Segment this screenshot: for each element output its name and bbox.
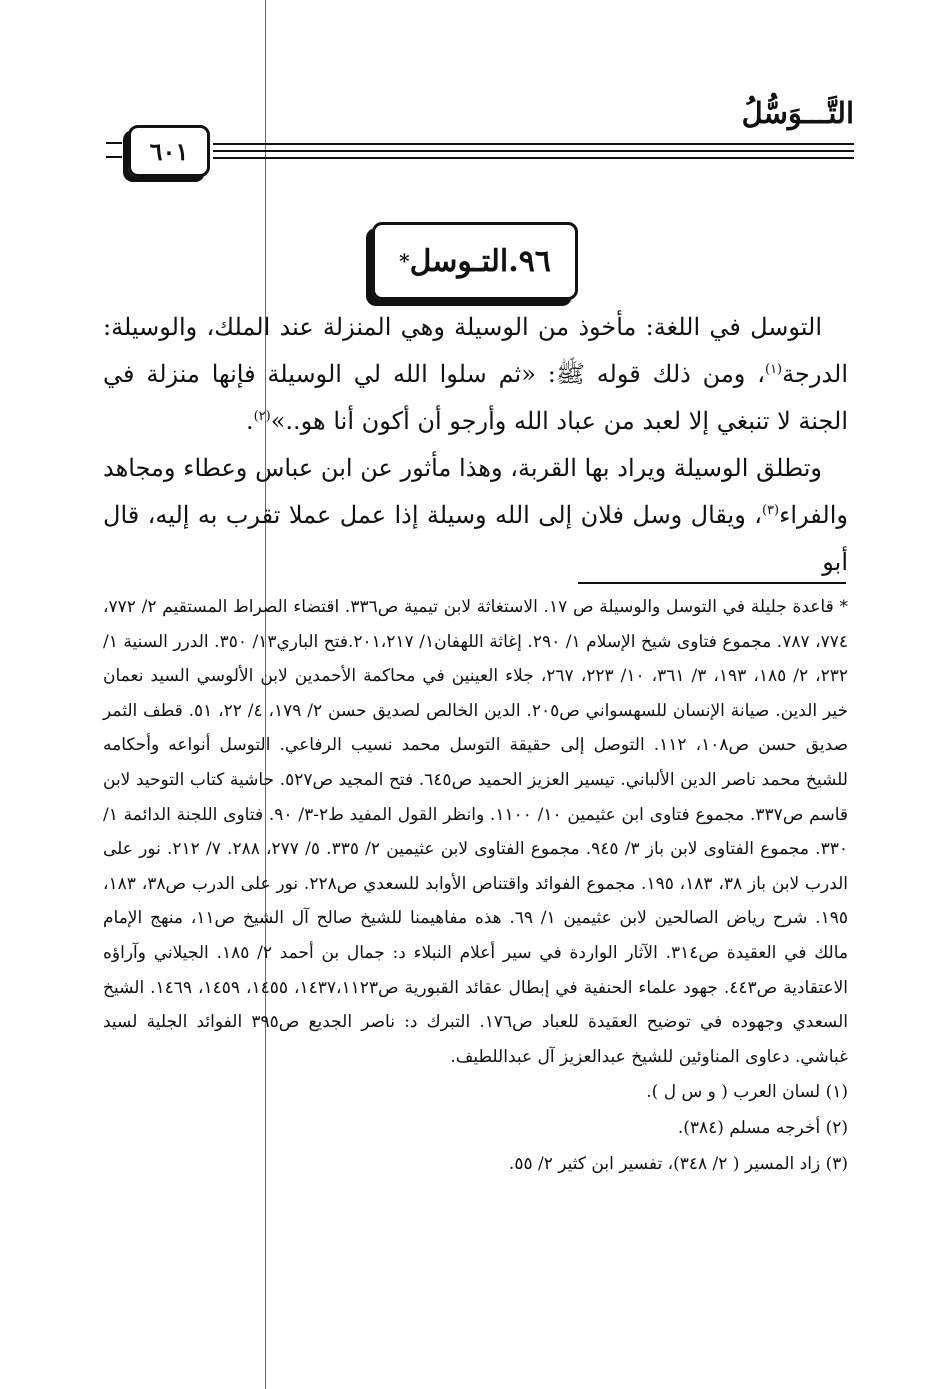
paragraph [103,304,848,445]
footnote-list [103,1074,848,1182]
paragraph-text: ، ويقال وسل فلان إلى الله وسيلة إذا عمل عملا تقرب به إليه، قال أبو [103,501,848,576]
footnote-ref: (٣) [761,503,780,518]
entry-title-box [372,222,578,300]
running-head: التَّـــوَسُّلُ [741,96,854,130]
footnote-ref: (٢) [253,409,271,424]
page-number: ٦٠١ [149,136,189,166]
paragraph-text: التوسل في اللغة: مأخوذ من الوسيلة وهي المنزلة عند الملك، والوسيلة: الدرجة [103,313,848,388]
header-rule [213,157,854,159]
footnote-item: (٢) أخرجه مسلم (٣٨٤). [677,1118,848,1139]
footnote-ref: (١) [764,362,783,377]
rule-end-mark [106,142,122,158]
header-rule [213,143,854,145]
body-text [103,304,848,586]
paragraph [103,445,848,586]
entry-title: ٩٦.التـوسل [409,243,551,279]
footnote-item: (٣) زاد المسير ( ٢/ ٣٤٨)، تفسير ابن كثير ٢/ ٥٥. [508,1154,848,1175]
paragraph-text: . [245,407,254,435]
footnote-item: (١) لسان العرب ( و س ل ). [646,1082,848,1103]
page-number-box [128,125,210,177]
source-note: * قاعدة جليلة في التوسل والوسيلة ص ١٧. الاستغاثة لابن تيمية ص٣٣٦. اقتضاء الصراط المستقيم ٢/ ٧٧٢، ٧٧٤، ٧٨٧. مجموع فتاوى شيخ الإسلام ١/ ٢٩٠. إغاثة اللهفان١/ ٢٠١،٢١٧.فتح الباري١٣/ ٣٥٠. الدرر السنية ١/ ٢٣٢، ٢/ ١٨٥، ١٩٣، ٣/ ٣٦١، ١٠/ ٢٢٣، ٢٦٧، جلاء العينين في محاكمة الأحمدين لابن الألوسي السيد نعمان خير الدين. صيانة الإنسان للسهسواني ص٢٠٥. الدين الخالص لصديق حسن ٢/ ١٧٩، ٤/ ٢٢، ٥١. قطف الثمر صديق حسن ص١٠٨، ١١٢. التوصل إلى حقيقة التوسل محمد نسيب الرفاعي. التوسل أنواعه وأحكامه للشيخ محمد ناصر الدين الألباني. تيسير العزيز الحميد ص٦٤٥. فتح المجيد ص٥٢٧. حاشية كتاب التوحيد لابن قاسم ص٣٣٧. مجموع فتاوى ابن عثيمين ١٠/ ١١٠٠. وانظر القول المفيد ط٢-٣/ ٩٠. فتاوى اللجنة الدائمة ١/ ٣٣٠. مجموع الفتاوى لابن باز ٣/ ٩٤٥. مجموع الفتاوى لابن عثيمين ٢/ ٣٣٥. ٥/ ٢٧٧، ٢٨٨. ٧/ ٢١٢. نور على الدرب لابن باز ٣٨، ١٨٣، ١٩٥. مجموع الفوائد واقتناص الأوابد للسعدي ص٢٢٨. نور على الدرب ص٣٨، ١٨٣، ١٩٥. شرح رياض الصالحين لابن عثيمين ١/ ٦٩. هذه مفاهيمنا للشيخ صالح آل الشيخ ص١١، منهج الإمام مالك في العقيدة ص٣١٤. الآثار الواردة في سير أعلام النبلاء د: جمال بن أحمد ٢/ ١٨٥. الجيلاني وآراؤه الاعتقادية ص٤٤٣. جهود علماء الحنفية في إبطال عقائد القبورية ص١٤٣٧،١١٢٣، ١٤٥٥، ١٤٥٩، ١٤٦٩. الشيخ السعدي وجهوده في توضيح العقيدة للعباد ص١٧٦. التبرك د: ناصر الجديع ص٣٩٥ الفوائد الجلية لسيد غباشي. دعاوى المناوئين للشيخ عبدالعزيز آل عبداللطيف. [103,597,849,1067]
header-rule [213,150,854,152]
footnote-separator [578,582,846,584]
paragraph-text: وتطلق الوسيلة ويراد بها القربة، وهذا مأثور عن ابن عباس وعطاء ومجاهد والفراء [103,454,848,529]
entry-title-footnote-mark: * [399,249,410,273]
footnotes [103,590,848,1182]
paragraph-text: ، ومن ذلك قوله ﷺ: «ثم سلوا الله لي الوسيلة فإنها منزلة في الجنة لا تنبغي إلا لعبد من عباد الله وأرجو أن أكون أنا هو..» [103,360,848,435]
